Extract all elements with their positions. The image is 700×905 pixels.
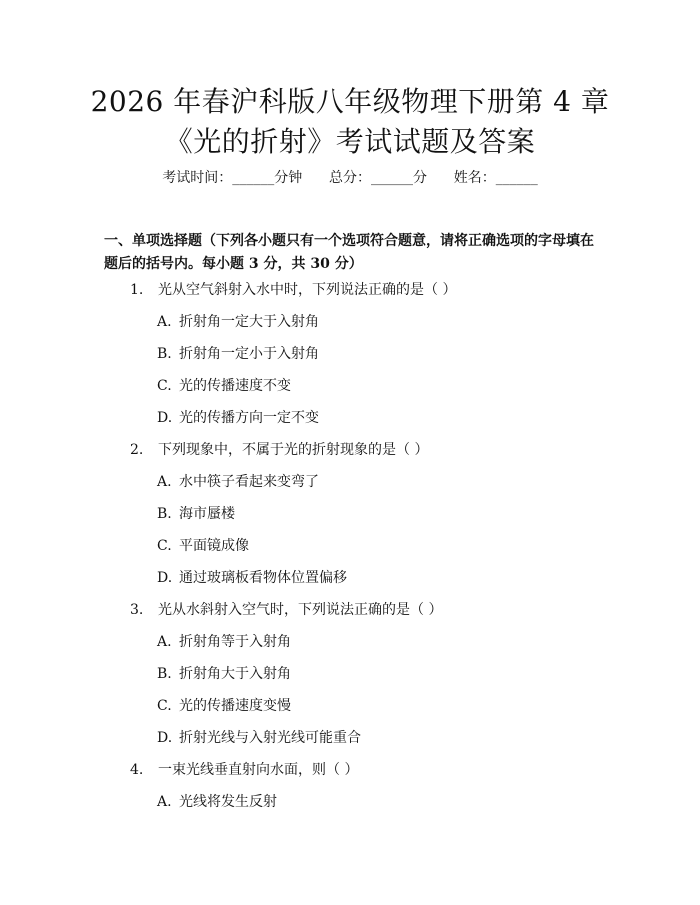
option-text: 平面镜成像	[179, 538, 249, 554]
question-text: 光从空气斜射入水中时，下列说法正确的是（ ）	[158, 282, 457, 298]
option-1a	[157, 312, 319, 332]
option-letter: C.	[157, 378, 172, 394]
option-letter: B.	[157, 506, 172, 522]
option-text: 光的传播方向一定不变	[179, 410, 319, 426]
question-number: 3.	[130, 602, 144, 618]
question-text: 光从水斜射入空气时，下列说法正确的是（ ）	[158, 602, 443, 618]
option-4a	[157, 792, 277, 812]
question-3	[130, 600, 442, 620]
option-text: 折射角大于入射角	[179, 666, 291, 682]
exam-info-line: 考试时间：______分钟 总分：______分 姓名：______	[162, 170, 538, 186]
option-1d	[157, 408, 319, 428]
option-2d	[157, 568, 347, 588]
section-heading: 一、单项选择题（下列各小题只有一个选项符合题意，请将正确选项的字母填在题后的括号内。每小题 3 分，共 30 分）	[104, 233, 594, 272]
option-letter: A.	[157, 794, 172, 810]
option-text: 折射角一定小于入射角	[179, 346, 319, 362]
option-2c	[157, 536, 249, 556]
option-letter: D.	[157, 410, 173, 426]
option-3c	[157, 696, 291, 716]
option-text: 光线将发生反射	[179, 794, 277, 810]
option-1c	[157, 376, 291, 396]
option-2a	[157, 472, 319, 492]
option-2b	[157, 504, 235, 524]
option-letter: C.	[157, 698, 172, 714]
option-text: 折射光线与入射光线可能重合	[179, 730, 361, 746]
question-1	[130, 280, 456, 300]
question-4	[130, 760, 358, 780]
option-text: 折射角一定大于入射角	[179, 314, 319, 330]
question-number: 2.	[130, 442, 144, 458]
document-title: 2026 年春沪科版八年级物理下册第 4 章《光的折射》考试试题及答案	[90, 85, 610, 158]
option-letter: C.	[157, 538, 172, 554]
option-3d	[157, 728, 361, 748]
question-text: 一束光线垂直射向水面，则（ ）	[158, 762, 359, 778]
option-letter: B.	[157, 346, 172, 362]
option-letter: A.	[157, 474, 172, 490]
question-number: 1.	[130, 282, 144, 298]
option-text: 海市蜃楼	[179, 506, 235, 522]
option-letter: D.	[157, 730, 173, 746]
option-letter: B.	[157, 666, 172, 682]
option-text: 通过玻璃板看物体位置偏移	[179, 570, 347, 586]
option-text: 光的传播速度变慢	[179, 698, 291, 714]
option-text: 折射角等于入射角	[179, 634, 291, 650]
option-text: 水中筷子看起来变弯了	[179, 474, 319, 490]
option-text: 光的传播速度不变	[179, 378, 291, 394]
question-number: 4.	[130, 762, 144, 778]
option-3a	[157, 632, 291, 652]
option-letter: A.	[157, 634, 172, 650]
option-letter: A.	[157, 314, 172, 330]
question-text: 下列现象中，不属于光的折射现象的是（ ）	[158, 442, 429, 458]
option-3b	[157, 664, 291, 684]
option-letter: D.	[157, 570, 173, 586]
question-2	[130, 440, 428, 460]
option-1b	[157, 344, 319, 364]
